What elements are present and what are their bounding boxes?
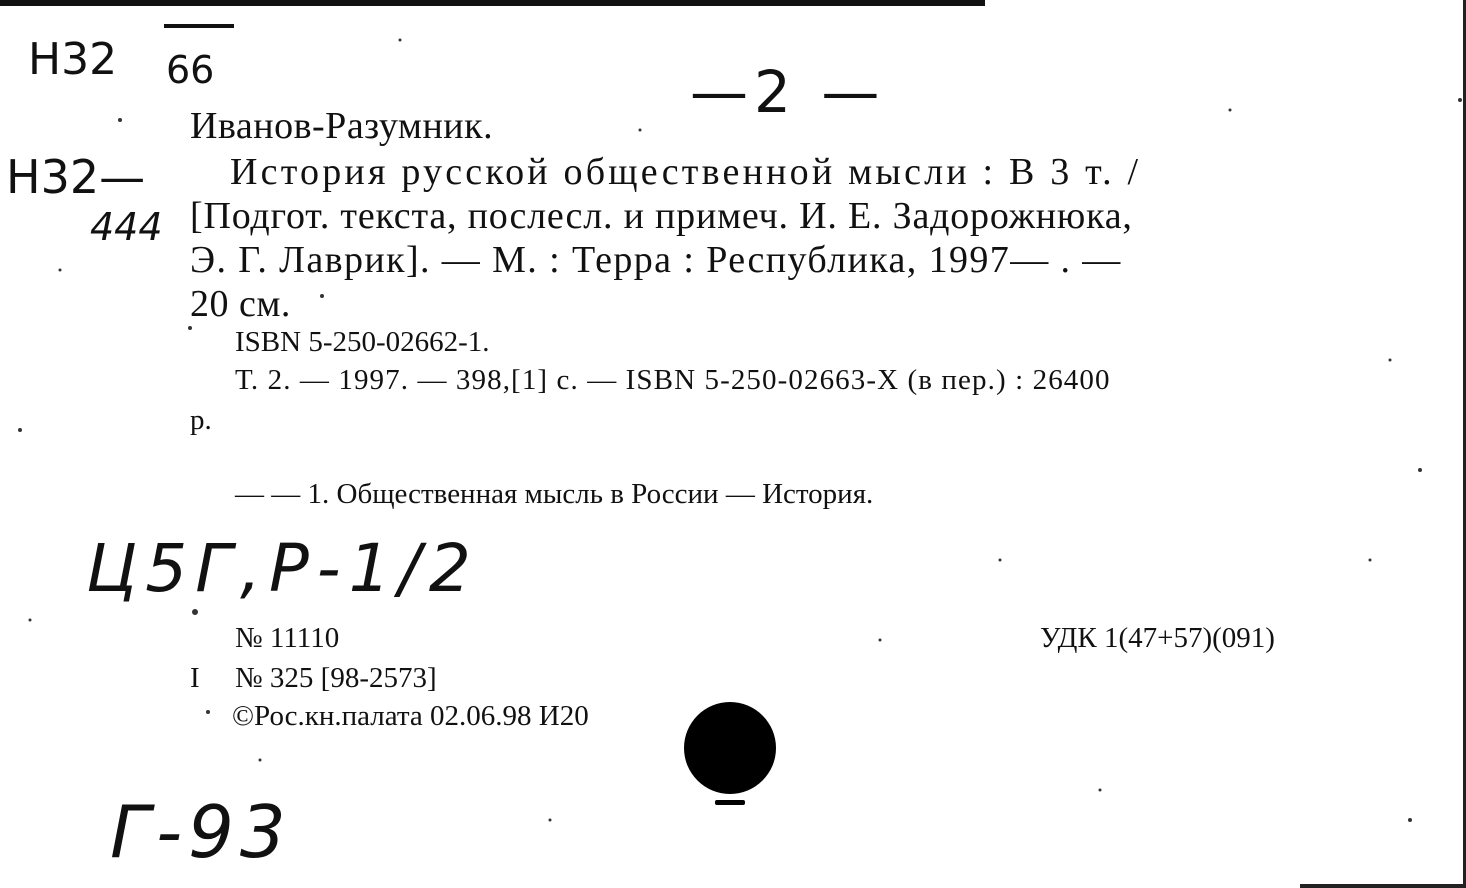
isbn-line: ISBN 5-250-02662-1.: [235, 326, 490, 358]
handwritten-code-2-sub: 444: [90, 205, 163, 249]
copyright-line: ©Рос.кн.палата 02.06.98 И20: [232, 700, 589, 732]
handwritten-bar: [164, 24, 234, 28]
author-heading: Иванов-Разумник.: [190, 105, 494, 147]
ink-blot-tail: [715, 800, 745, 805]
title-line-2: [Подгот. текста, послесл. и примеч. И. Е. Задорожнюка,: [190, 195, 1133, 237]
title-line-4: 20 см.: [190, 283, 291, 325]
volume-line-1: Т. 2. — 1997. — 398,[1] с. — ISBN 5-250-02663-Х (в пер.) : 26400: [235, 364, 1111, 396]
ink-blot: [684, 702, 776, 794]
handwritten-shelf-mark: Ц5Г,Р-1/2: [86, 530, 479, 607]
subject-heading: — — 1. Общественная мысль в России — История.: [235, 478, 874, 510]
handwritten-page-number: —2 —: [690, 58, 886, 126]
title-line-3: Э. Г. Лаврик]. — М. : Терра : Республика, 1997— . —: [190, 239, 1122, 281]
volume-line-2: р.: [190, 404, 212, 436]
record-number-2: № 325 [98-2573]: [235, 662, 437, 694]
handwritten-code-2: Н32—: [6, 150, 146, 204]
record-number-1: № 11110: [235, 622, 340, 654]
udk-code: УДК 1(47+57)(091): [1040, 622, 1275, 654]
title-line-1: История русской общественной мысли : В 3 т. /: [230, 151, 1142, 193]
record-mark: I: [190, 662, 200, 694]
handwritten-bottom-code: Г-93: [110, 790, 292, 874]
handwritten-code-1: Н32: [28, 34, 118, 85]
handwritten-code-1-sub: 66: [166, 48, 215, 92]
